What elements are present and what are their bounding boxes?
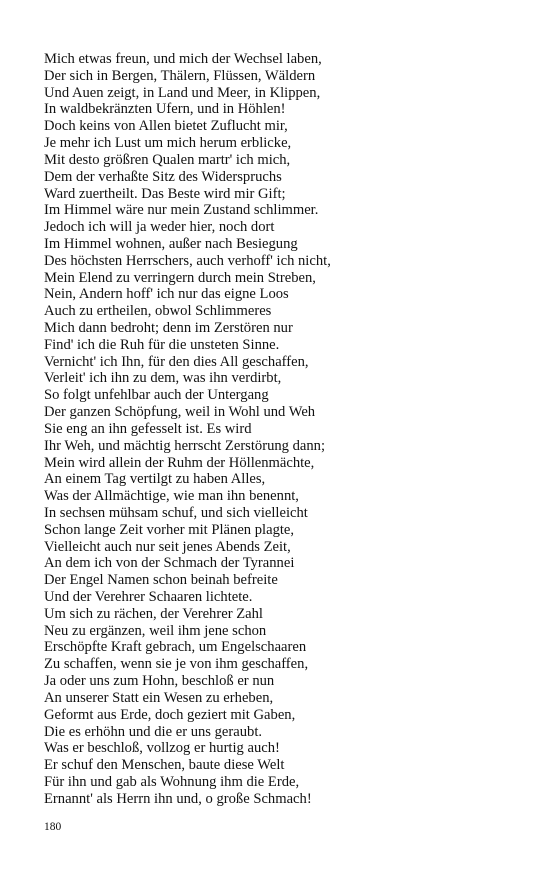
poem-line: Doch keins von Allen bietet Zuflucht mir,: [44, 118, 288, 135]
poem-line: Mein Elend zu verringern durch mein Streben,: [44, 269, 316, 286]
poem-line: Vielleicht auch nur seit jenes Abends Zeit,: [44, 538, 291, 555]
poem-line: Schon lange Zeit vorher mit Plänen plagte,: [44, 521, 295, 538]
poem-line: Zu schaffen, wenn sie je von ihm geschaffen,: [44, 656, 309, 673]
poem-line: Ihr Weh, und mächtig herrscht Zerstörung dann;: [44, 437, 326, 454]
poem-line: Mit desto größren Qualen martr' ich mich,: [44, 151, 291, 168]
poem-line: Was der Allmächtige, wie man ihn benennt,: [44, 488, 299, 505]
poem-line: Vernicht' ich Ihn, für den dies All geschaffen,: [44, 353, 309, 370]
poem-line: An unserer Statt ein Wesen zu erheben,: [44, 689, 274, 706]
poem-line: Im Himmel wäre nur mein Zustand schlimmer.: [44, 202, 319, 219]
poem-line: Neu zu ergänzen, weil ihm jene schon: [44, 622, 267, 639]
poem-line: Ward zuertheilt. Das Beste wird mir Gift;: [44, 185, 286, 202]
poem-line: Erschöpfte Kraft gebrach, um Engelschaaren: [44, 639, 307, 656]
poem-line: Im Himmel wohnen, außer nach Besiegung: [44, 235, 298, 252]
poem-line: An dem ich von der Schmach der Tyrannei: [44, 555, 295, 572]
poem-line: Ja oder uns zum Hohn, beschloß er nun: [44, 673, 275, 690]
poem-line: Er schuf den Menschen, baute diese Welt: [44, 757, 285, 774]
poem-line: Und Auen zeigt, in Land und Meer, in Klippen,: [44, 84, 321, 101]
poem-line: Sie eng an ihn gefesselt ist. Es wird: [44, 420, 252, 437]
poem-line: Geformt aus Erde, doch geziert mit Gaben,: [44, 706, 296, 723]
poem-line: Der ganzen Schöpfung, weil in Wohl und Weh: [44, 404, 316, 421]
poem-line: Je mehr ich Lust um mich herum erblicke,: [44, 135, 292, 152]
page-number: 180: [44, 821, 62, 833]
poem-line: Was er beschloß, vollzog er hurtig auch!: [44, 740, 280, 757]
poem-line: Nein, Andern hoff' ich nur das eigne Loos: [44, 286, 289, 303]
poem-line: Auch zu ertheilen, obwol Schlimmeres: [44, 303, 272, 320]
poem-line: Verleit' ich ihn zu dem, was ihn verdirbt,: [44, 370, 282, 387]
poem-line: Für ihn und gab als Wohnung ihm die Erde,: [44, 773, 300, 790]
poem-line: Dem der verhaßte Sitz des Widerspruchs: [44, 168, 282, 185]
poem-line: Mein wird allein der Ruhm der Höllenmächte,: [44, 454, 315, 471]
poem-line: Der sich in Bergen, Thälern, Flüssen, Wäldern: [44, 67, 316, 84]
poem-line: Um sich zu rächen, der Verehrer Zahl: [44, 605, 263, 622]
poem-line: Mich etwas freun, und mich der Wechsel laben,: [44, 51, 322, 67]
poem-line: Find' ich die Ruh für die unsteten Sinne.: [44, 336, 280, 353]
poem-line: In sechsen mühsam schuf, und sich vielleicht: [44, 504, 308, 521]
poem-text: [44, 51, 524, 808]
poem-line: Mich dann bedroht; denn im Zerstören nur: [44, 320, 293, 336]
poem-line: Der Engel Namen schon beinah befreite: [44, 572, 278, 589]
poem-line: Und der Verehrer Schaaren lichtete.: [44, 589, 253, 605]
poem-line: Jedoch ich will ja weder hier, noch dort: [44, 219, 275, 236]
poem-line: Die es erhöhn und die er uns geraubt.: [44, 723, 263, 740]
poem-line: Des höchsten Herrschers, auch verhoff' ich nicht,: [44, 252, 331, 269]
poem-line: So folgt unfehlbar auch der Untergang: [44, 387, 269, 404]
poem-line: Ernannt' als Herrn ihn und, o große Schmach!: [44, 790, 312, 807]
poem-line: An einem Tag vertilgt zu haben Alles,: [44, 471, 266, 488]
poem-line: In waldbekränzten Ufern, und in Höhlen!: [44, 101, 286, 118]
